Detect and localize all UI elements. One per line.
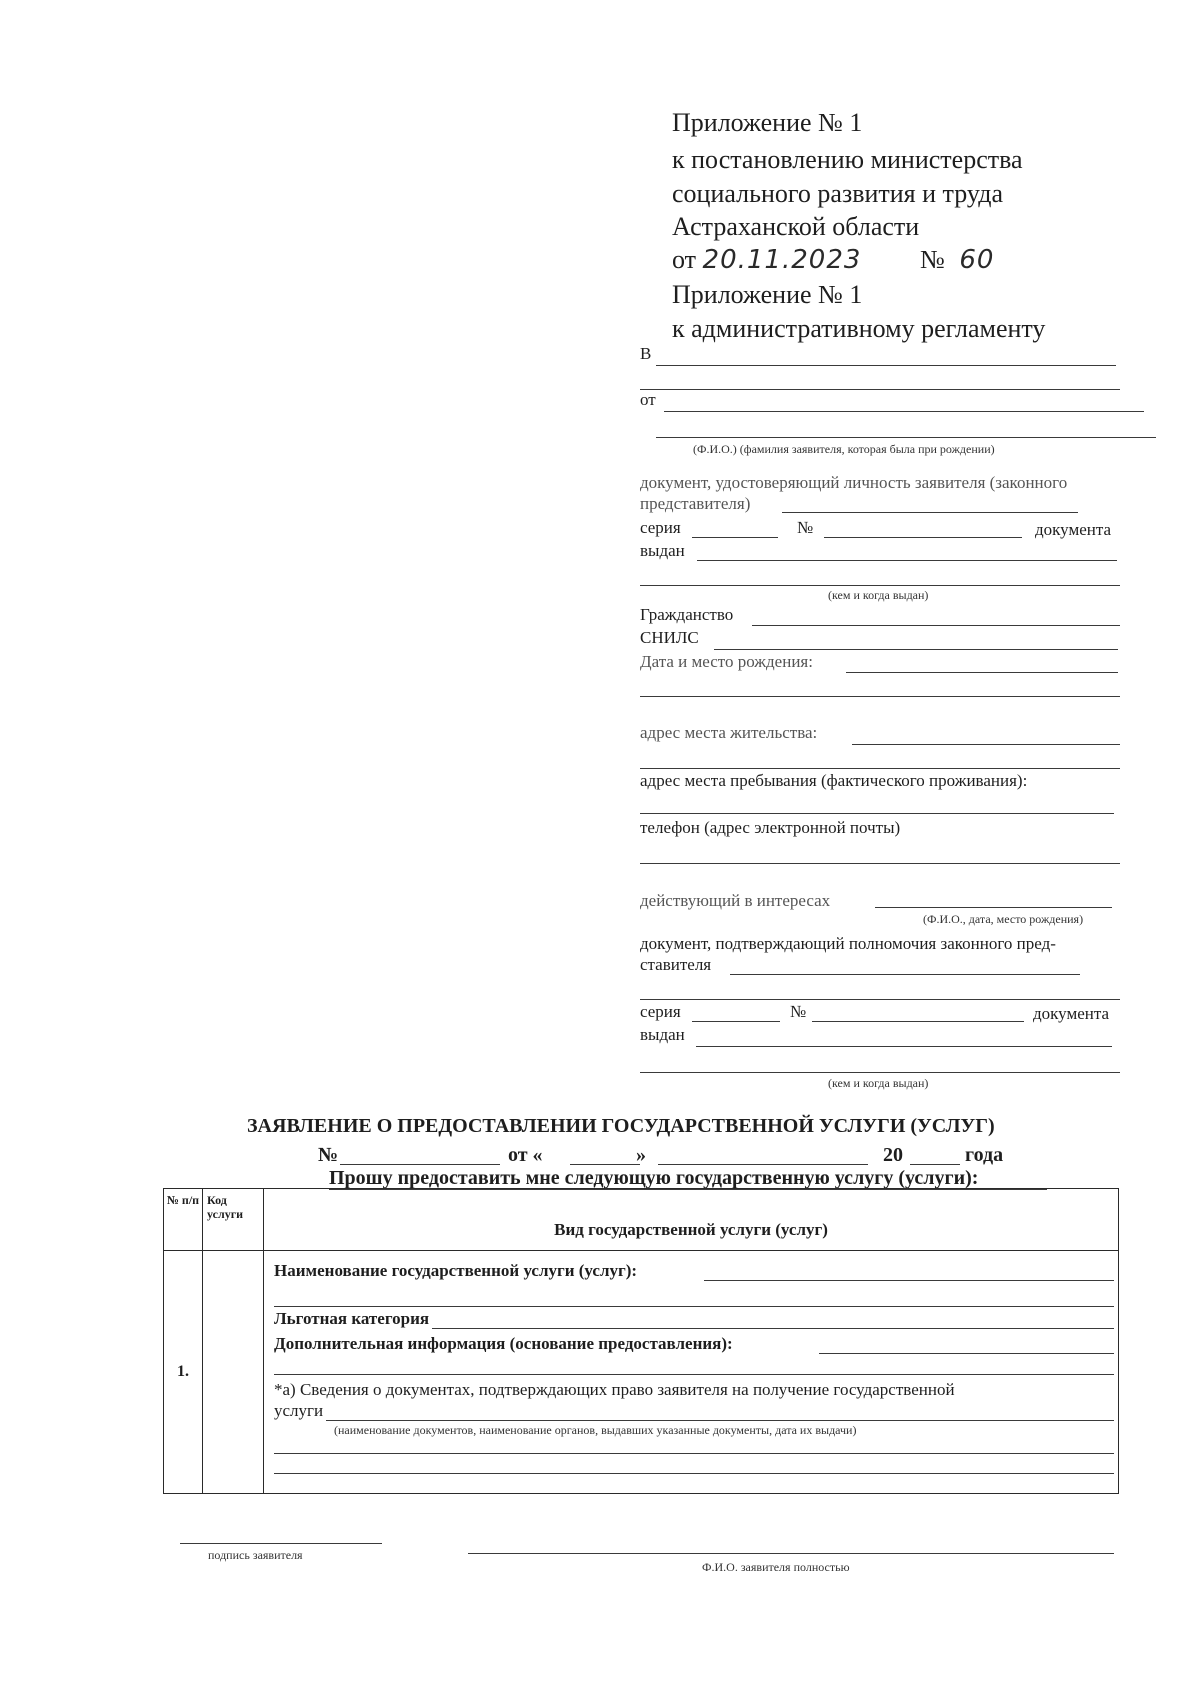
extra-info-field-line-2[interactable] (274, 1374, 1114, 1375)
extra-info-field-line[interactable] (819, 1353, 1114, 1354)
services-table (163, 1188, 1119, 1494)
residence-field-line[interactable] (852, 744, 1120, 745)
reglament-line: к административному регламенту (672, 314, 1046, 343)
acting-hint: (Ф.И.О., дата, место рождения) (923, 912, 1084, 926)
decree-line-1: к постановлению министерства (672, 145, 1023, 174)
statement-close-quote: » (636, 1144, 646, 1166)
series2-label: серия (640, 1002, 681, 1021)
docs-field-line-2[interactable] (274, 1453, 1114, 1454)
issued2-field-line[interactable] (696, 1046, 1112, 1047)
from-field-line-2[interactable] (656, 437, 1156, 438)
acting-field-line[interactable] (875, 907, 1112, 908)
statement-year-prefix: 20 (883, 1144, 903, 1166)
rep-doc-field-line-2[interactable] (640, 999, 1120, 1000)
from-label: от (640, 390, 656, 409)
table-header-row (164, 1189, 1119, 1251)
fio-hint: (Ф.И.О.) (фамилия заявителя, которая была при рождении) (693, 442, 995, 456)
statement-from-label: от « (508, 1144, 543, 1166)
stay-label: адрес места пребывания (фактического проживания): (640, 771, 1028, 790)
rep-doc-field-line[interactable] (730, 974, 1080, 975)
issued-field-line[interactable] (697, 560, 1117, 561)
decree-number-row (920, 245, 994, 275)
to-field-line-2[interactable] (640, 389, 1120, 390)
docs-hint: (наименование документов, наименование органов, выдавших указанные документы, дата их выдачи) (334, 1423, 857, 1437)
extra-info-label: Дополнительная информация (основание предоставления): (274, 1334, 733, 1353)
appendix-title-2: Приложение № 1 (672, 280, 863, 309)
statement-year-suffix: года (965, 1144, 1004, 1166)
number2-label: № (790, 1002, 807, 1021)
statement-no-label: № (318, 1144, 339, 1166)
id-doc-label-1: документ, удостоверяющий личность заявителя (законного (640, 473, 1068, 492)
rep-doc-label-1: документ, подтверждающий полномочия законного пред- (640, 934, 1056, 953)
decree-number-handwritten: 60 (959, 245, 995, 275)
docs-label-1: *а) Сведения о документах, подтверждающих право заявителя на получение государственной (274, 1380, 955, 1399)
series2-field-line[interactable] (692, 1021, 780, 1022)
number-label: № (797, 518, 814, 537)
service-name-field-line-2[interactable] (274, 1306, 1114, 1307)
rep-doc-label-2: ставителя (640, 955, 712, 974)
decree-date-row (672, 245, 861, 275)
col-kind-header: Вид государственной услуги (услуг) (264, 1189, 1119, 1251)
document-label: документа (1035, 520, 1112, 539)
birth-label: Дата и место рождения: (640, 652, 813, 671)
statement-number-row (318, 1143, 338, 1167)
citizenship-field-line[interactable] (752, 625, 1120, 626)
service-name-field-line[interactable] (704, 1280, 1114, 1281)
number2-field-line[interactable] (812, 1021, 1024, 1022)
document2-label: документа (1033, 1004, 1110, 1023)
snils-field-line[interactable] (714, 649, 1118, 650)
number-field-line[interactable] (824, 537, 1022, 538)
date-prefix: от (672, 245, 697, 274)
statement-day-line[interactable] (570, 1164, 640, 1165)
docs-field-line[interactable] (326, 1420, 1114, 1421)
id-doc-field-line[interactable] (782, 512, 1078, 513)
decree-line-3: Астраханской области (672, 212, 920, 241)
signature-line[interactable] (180, 1543, 382, 1544)
signature-hint: подпись заявителя (208, 1548, 303, 1562)
decree-date-handwritten: 20.11.2023 (702, 245, 862, 275)
issued-hint: (кем и когда выдан) (828, 588, 929, 602)
fio-line[interactable] (468, 1553, 1114, 1554)
col-num-header: № п/п (164, 1189, 203, 1251)
appendix-title: Приложение № 1 (672, 108, 863, 137)
birth-field-line-2[interactable] (640, 696, 1120, 697)
snils-label: СНИЛС (640, 628, 699, 647)
docs-field-line-3[interactable] (274, 1473, 1114, 1474)
issued-label: выдан (640, 541, 685, 560)
number-prefix: № (920, 245, 945, 274)
residence-label: адрес места жительства: (640, 723, 818, 742)
birth-field-line[interactable] (846, 672, 1118, 673)
docs-label-2: услуги (274, 1401, 324, 1420)
series-field-line[interactable] (692, 537, 778, 538)
issued2-field-line-2[interactable] (640, 1072, 1120, 1073)
benefit-field-line[interactable] (432, 1328, 1114, 1329)
statement-month-line[interactable] (658, 1164, 868, 1165)
statement-title: ЗАЯВЛЕНИЕ О ПРЕДОСТАВЛЕНИИ ГОСУДАРСТВЕННОЙ УСЛУГИ (УСЛУГ) (247, 1115, 995, 1137)
to-field-line[interactable] (656, 365, 1116, 366)
id-doc-label-2: представителя) (640, 494, 751, 513)
issued2-label: выдан (640, 1025, 685, 1044)
acting-label: действующий в интересах (640, 891, 831, 910)
decree-line-2: социального развития и труда (672, 179, 1004, 208)
fio-full-hint: Ф.И.О. заявителя полностью (702, 1560, 850, 1574)
statement-year-line[interactable] (910, 1164, 960, 1165)
citizenship-label: Гражданство (640, 605, 734, 624)
from-field-line[interactable] (664, 411, 1144, 412)
service-kind-cell (264, 1251, 1119, 1494)
table-row (164, 1251, 1119, 1494)
series-label: серия (640, 518, 681, 537)
benefit-label: Льготная категория (274, 1309, 430, 1328)
request-text: Прошу предоставить мне следующую государственную услугу (услуги): (329, 1167, 979, 1189)
statement-number-line[interactable] (340, 1164, 500, 1165)
row-number: 1. (164, 1251, 203, 1494)
phone-label: телефон (адрес электронной почты) (640, 818, 901, 837)
service-code-cell[interactable] (203, 1251, 264, 1494)
stay-field-line[interactable] (640, 813, 1114, 814)
col-code-header: Код услуги (203, 1189, 264, 1251)
service-name-label: Наименование государственной услуги (услуг): (274, 1261, 638, 1280)
issued2-hint: (кем и когда выдан) (828, 1076, 929, 1090)
phone-field-line[interactable] (640, 863, 1120, 864)
residence-field-line-2[interactable] (640, 768, 1120, 769)
to-label: В (640, 344, 652, 363)
issued-field-line-2[interactable] (640, 585, 1120, 586)
